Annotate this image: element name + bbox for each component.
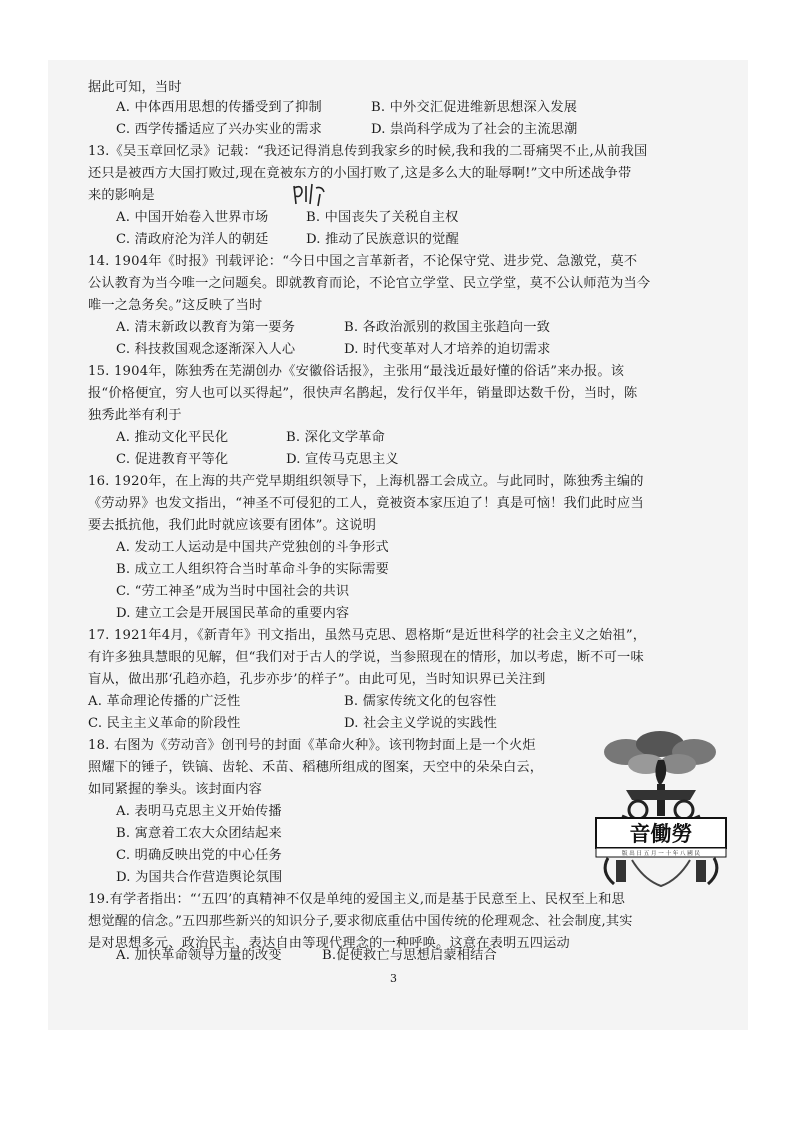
- q13-stem-line3: 来的影响是: [88, 188, 155, 203]
- q12-option-b: B. 中外交汇促进维新思想深入发展: [371, 100, 578, 115]
- q14-option-b: B. 各政治派别的救国主张趋向一致: [344, 320, 551, 335]
- q18-option-c: C. 明确反映出党的中心任务: [116, 848, 282, 863]
- q18-option-d: D. 为国共合作营造舆论氛围: [116, 870, 283, 885]
- q15-stem-line1: 15. 1904年，陈独秀在芜湖创办《安徽俗话报》，主张用“最浅近最好懂的俗话”来办报。该: [88, 364, 625, 379]
- wheat-wreath-illustration: [605, 858, 717, 886]
- q18-stem-line2: 照耀下的锤子，铁镐、齿轮、禾苗、稻穗所组成的图案，天空中的朵朵白云，: [88, 760, 544, 775]
- q17-option-d: D. 社会主义学说的实践性: [344, 716, 497, 731]
- q18-stem-line1: 18. 右图为《劳动音》创刊号的封面《革命火种》。该刊物封面上是一个火炬: [88, 738, 536, 753]
- q17-stem-line2: 有许多独具慧眼的见解，但“我们对于古人的学说，当参照现在的情形，加以考虑，断不可一味: [88, 650, 644, 665]
- q14-stem-line3: 唯一之急务矣。”这反映了当时: [88, 298, 263, 313]
- q14-stem-line1: 14. 1904年《时报》刊载评论：“今日中国之言革新者，不论保守党、进步党、急激党，莫不: [88, 254, 638, 269]
- q19-stem-line3: 是对思想多元、政治民主、表达自由等现代理念的一种呼唤。这意在表明五四运动: [88, 936, 570, 951]
- q15-stem-line3: 独秀此举有利于: [88, 408, 182, 423]
- q16-option-a: A. 发动工人运动是中国共产党独创的斗争形式: [116, 540, 389, 555]
- q19-option-a: A. 加快革命领导力量的改变: [116, 948, 282, 963]
- q13-stem-line1: 13.《吴玉章回忆录》记载：“我还记得消息传到我家乡的时候,我和我的二哥痛哭不止,从前我国: [88, 144, 648, 159]
- q19-stem-line2: 想觉醒的信念。”五四那些新兴的知识分子,要求彻底重估中国传统的伦理观念、社会制度,其实: [88, 914, 633, 929]
- q16-stem-line3: 要去抵抗他，我们此时就应该要有团体”。这说明: [88, 518, 377, 533]
- q14-option-d: D. 时代变革对人才培养的迫切需求: [344, 342, 551, 357]
- q13-stem-line2: 还只是被西方大国打败过,现在竟被东方的小国打败了,这是多么大的耻辱啊!”文中所述战争带: [88, 166, 632, 181]
- q14-stem-line2: 公认教育为当今唯一之问题矣。即就教育而论，不论官立学堂、民立学堂，莫不公认师范为当今: [88, 276, 651, 291]
- handwritten-mark: [292, 182, 328, 208]
- q18-option-b: B. 寓意着工农大众团结起来: [116, 826, 282, 841]
- q13-option-a: A. 中国开始卷入世界市场: [116, 210, 269, 225]
- q17-option-c: C. 民主主义革命的阶段性: [88, 716, 241, 731]
- q16-option-b: B. 成立工人组织符合当时革命斗争的实际需要: [116, 562, 390, 577]
- q12-stem-tail: 据此可知，当时: [88, 80, 182, 95]
- q18-stem-line3: 如同紧握的拳头。该封面内容: [88, 782, 263, 797]
- cover-date: 版 出 日 五 月 一 十 年 八 國 民: [622, 851, 700, 857]
- cover-title: 音働勞: [629, 821, 693, 846]
- q12-option-c: C. 西学传播适应了兴办实业的需求: [116, 122, 323, 137]
- q13-option-d: D. 推动了民族意识的觉醒: [306, 232, 459, 247]
- q16-option-c: C. “劳工神圣”成为当时中国社会的共识: [116, 584, 350, 599]
- q15-option-d: D. 宣传马克思主义: [286, 452, 399, 467]
- q19-option-b: B.促使救亡与思想启蒙相结合: [322, 948, 497, 963]
- q14-option-a: A. 清末新政以教育为第一要务: [116, 320, 296, 335]
- q13-option-b: B. 中国丧失了关税自主权: [306, 210, 459, 225]
- q17-stem-line1: 17. 1921年4月，《新青年》刊文指出，虽然马克思、恩格斯“是近世科学的社会主义之始祖”，: [88, 628, 647, 643]
- q12-option-d: D. 祟尚科学成为了社会的主流思潮: [371, 122, 578, 137]
- q17-option-a: A. 革命理论传播的广泛性: [88, 694, 241, 709]
- q14-option-c: C. 科技救国观念逐渐深入人心: [116, 342, 296, 357]
- q15-option-c: C. 促进教育平等化: [116, 452, 229, 467]
- magazine-cover-image: [586, 730, 736, 888]
- page-number: 3: [390, 972, 397, 985]
- q17-option-b: B. 儒家传统文化的包容性: [344, 694, 497, 709]
- q17-stem-line3: 盲从，做出那‘孔趋亦趋，孔步亦步’的样子”。由此可见，当时知识界已关注到: [88, 672, 546, 687]
- q15-option-b: B. 深化文学革命: [286, 430, 385, 445]
- q15-option-a: A. 推动文化平民化: [116, 430, 229, 445]
- q16-stem-line1: 16. 1920年，在上海的共产党早期组织领导下，上海机器工会成立。与此同时，陈独秀主编的: [88, 474, 644, 489]
- q19-stem-line1: 19.有学者指出：“‘五四’的真精神不仅是单纯的爱国主义,而是基于民意至上、民权至上和思: [88, 892, 626, 907]
- q16-option-d: D. 建立工会是开展国民革命的重要内容: [116, 606, 350, 621]
- q12-option-a: A. 中体西用思想的传播受到了抑制: [116, 100, 322, 115]
- q13-option-c: C. 清政府沦为洋人的朝廷: [116, 232, 269, 247]
- q16-stem-line2: 《劳动界》也发文指出，“神圣不可侵犯的工人，竟被资本家压迫了！真是可恼！我们此时应当: [88, 496, 644, 511]
- q15-stem-line2: 报“价格便宜，穷人也可以买得起”，很快声名鹊起，发行仅半年，销量即达数千份，当时，陈: [88, 386, 638, 401]
- q18-option-a: A. 表明马克思主义开始传播: [116, 804, 282, 819]
